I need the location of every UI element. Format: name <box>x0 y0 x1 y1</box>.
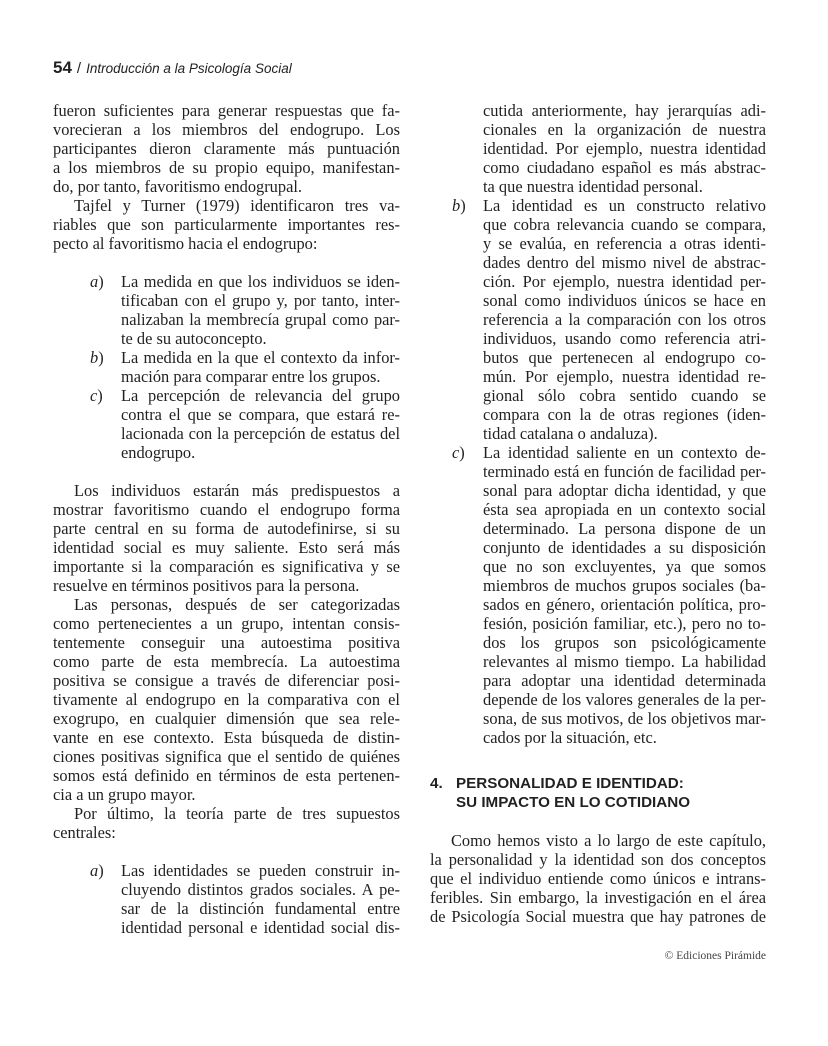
list-item <box>53 272 400 348</box>
text-line: como parte de esta membrecía. La autoestima <box>53 652 400 671</box>
page-number: 54 <box>53 58 72 77</box>
text-line: tentemente conseguir una autoestima positiva <box>53 633 400 652</box>
list-marker: b) <box>452 196 466 215</box>
text-line: individuos, usando como referencia atri- <box>483 329 766 348</box>
text-line: identidad. Por ejemplo, nuestra identidad <box>483 139 766 158</box>
text-line: mostrar favoritismo cuando el endogrupo forma <box>53 500 400 519</box>
text-line: compara con la de otras regiones (iden- <box>483 405 766 424</box>
text-line: La medida en la que el contexto da infor- <box>121 348 400 367</box>
text-line: ciones positivas significa que el sentido de quiénes <box>53 747 400 766</box>
text-line: dades dentro del mismo nivel de abstrac- <box>483 253 766 272</box>
text-line: La medida en que los individuos se iden- <box>121 272 400 291</box>
text-line: identidad social es muy saliente. Esto será más <box>53 538 400 557</box>
text-line: Tajfel y Turner (1979) identificaron tres va- <box>74 196 400 215</box>
text-line: vorecieran a los miembros del endogrupo. Los <box>53 120 400 139</box>
text-line: exogrupo, en cualquier dimensión que sea rele- <box>53 709 400 728</box>
text-line: cados por la situación, etc. <box>483 728 657 747</box>
list-item <box>53 386 400 462</box>
paragraph <box>53 481 400 595</box>
text-line: cionales en la organización de nuestra <box>483 120 766 139</box>
section-title-line: SU IMPACTO EN LO COTIDIANO <box>456 794 691 811</box>
text-line: como pertenecientes a un grupo, intentan consis- <box>53 614 400 633</box>
right-column <box>430 101 766 926</box>
text-line: Como hemos visto a lo largo de este capítulo, <box>451 831 766 850</box>
text-line: contra el que se compara, que estará re- <box>121 405 400 424</box>
list-marker: a) <box>90 861 104 880</box>
text-line: parte central en su forma de autodefinirse, si su <box>53 519 400 538</box>
text-line: somos está definido en términos de esta pertenen- <box>53 766 400 785</box>
running-head <box>53 58 292 78</box>
text-line: participantes dieron claramente más puntuación <box>53 139 400 158</box>
text-line: sados en género, orientación política, pro- <box>483 595 766 614</box>
list-marker: c) <box>90 386 103 405</box>
list-marker: a) <box>90 272 104 291</box>
list-marker: b) <box>90 348 104 367</box>
text-line: vante en ese contexto. Esta búsqueda de distin- <box>53 728 400 747</box>
text-line: y se evalúa, en referencia a otras identi- <box>483 234 766 253</box>
text-line: tificaban con el grupo y, por tanto, inter- <box>121 291 400 310</box>
text-line: identidad personal e identidad social dis- <box>121 918 400 937</box>
paragraph <box>430 831 766 926</box>
text-line: que no son excluyentes, ya que somos <box>483 557 766 576</box>
text-line: referencia a la comparación con los otros <box>483 310 766 329</box>
text-line: Por último, la teoría parte de tres supuestos <box>74 804 400 823</box>
section-title-line: PERSONALIDAD E IDENTIDAD: <box>456 775 684 792</box>
text-line: ción. Por ejemplo, nuestra identidad per- <box>483 272 766 291</box>
book-title: Introducción a la Psicología Social <box>86 61 292 76</box>
text-line: pecto al favoritismo hacia el endogrupo: <box>53 234 318 253</box>
text-line: fesión, posición familiar, etc.), pero no to- <box>483 614 766 633</box>
text-line: como ciudadano español es más abstrac- <box>483 158 766 177</box>
text-line: conjunto de identidades a su disposición <box>483 538 766 557</box>
text-line: Las personas, después de ser categorizadas <box>74 595 400 614</box>
text-line: tidad catalana o andaluza). <box>483 424 658 443</box>
text-line: de Psicología Social muestra que hay patrones de <box>430 907 766 926</box>
left-column <box>53 101 400 937</box>
text-line: lacionada con la percepción de estatus del <box>121 424 400 443</box>
text-line: terminado está en función de facilidad per- <box>483 462 766 481</box>
text-line: que cobra relevancia cuando se compara, <box>483 215 766 234</box>
text-line: sar de la distinción fundamental entre <box>121 899 400 918</box>
text-line: cia a un grupo mayor. <box>53 785 196 804</box>
text-line: dos los grupos son psicológicamente <box>483 633 766 652</box>
list-item <box>430 443 766 747</box>
text-line: endogrupo. <box>121 443 196 462</box>
text-line: fueron suficientes para generar respuestas que fa- <box>53 101 400 120</box>
text-line: mación para comparar entre los grupos. <box>121 367 381 386</box>
header-separator: / <box>76 60 82 77</box>
section-number: 4. <box>430 775 443 792</box>
text-line: para adoptar una identidad determinada <box>483 671 766 690</box>
text-line: butos que pertenecen al endogrupo co- <box>483 348 766 367</box>
text-line: relevantes al mismo tiempo. La habilidad <box>483 652 766 671</box>
text-line: nalizaban la membrecía grupal como par- <box>121 310 400 329</box>
list-item-continued <box>430 101 766 196</box>
list-item <box>53 348 400 386</box>
text-line: importante si la comparación es significativa y se <box>53 557 400 576</box>
text-line: cluyendo distintos grados sociales. A pe- <box>121 880 400 899</box>
text-line: La identidad saliente en un contexto de- <box>483 443 766 462</box>
text-line: cutida anteriormente, hay jerarquías adi- <box>483 101 766 120</box>
text-line: te de su autoconcepto. <box>121 329 267 348</box>
text-line: determinado. La persona dispone de un <box>483 519 766 538</box>
text-line: miembros de muchos grupos sociales (ba- <box>483 576 766 595</box>
text-line: tivamente al endogrupo en la comparativa con el <box>53 690 400 709</box>
copyright-footer: © Ediciones Pirámide <box>664 950 766 962</box>
list-item <box>53 861 400 937</box>
text-line: sona, de sus motivos, de los objetivos mar- <box>483 709 766 728</box>
text-line: positiva se consigue a través de diferenciar posi- <box>53 671 400 690</box>
text-line: La percepción de relevancia del grupo <box>121 386 400 405</box>
text-line: gional sólo cobra sentido cuando se <box>483 386 766 405</box>
text-line: Las identidades se pueden construir in- <box>121 861 400 880</box>
text-line: ta que nuestra identidad personal. <box>483 177 703 196</box>
text-line: sonal como individuos únicos se hace en <box>483 291 766 310</box>
text-line: ésta sea apropiada en un contexto social <box>483 500 766 519</box>
paragraph <box>53 101 400 196</box>
text-line: la personalidad y la identidad son dos conceptos <box>430 850 766 869</box>
text-line: La identidad es un constructo relativo <box>483 196 766 215</box>
text-line: feribles. Sin embargo, la investigación en el área <box>430 888 766 907</box>
text-line: riables que son particularmente importantes res- <box>53 215 400 234</box>
text-line: mún. Por ejemplo, nuestra identidad re- <box>483 367 766 386</box>
paragraph <box>53 196 400 253</box>
text-line: sonal para adoptar dicha identidad, y que <box>483 481 766 500</box>
section-heading <box>430 774 766 812</box>
text-line: que el individuo entiende como únicos e intrans- <box>430 869 766 888</box>
paragraph <box>53 595 400 804</box>
text-line: Los individuos estarán más predispuestos a <box>74 481 400 500</box>
text-line: centrales: <box>53 823 116 842</box>
text-line: a los miembros de su propio equipo, manifestan- <box>53 158 400 177</box>
text-line: do, por tanto, favoritismo endogrupal. <box>53 177 302 196</box>
text-line: depende de los valores generales de la per- <box>483 690 766 709</box>
list-marker: c) <box>452 443 465 462</box>
list-item <box>430 196 766 443</box>
paragraph <box>53 804 400 842</box>
text-line: resuelve en términos positivos para la persona. <box>53 576 360 595</box>
list-variables <box>53 272 400 462</box>
